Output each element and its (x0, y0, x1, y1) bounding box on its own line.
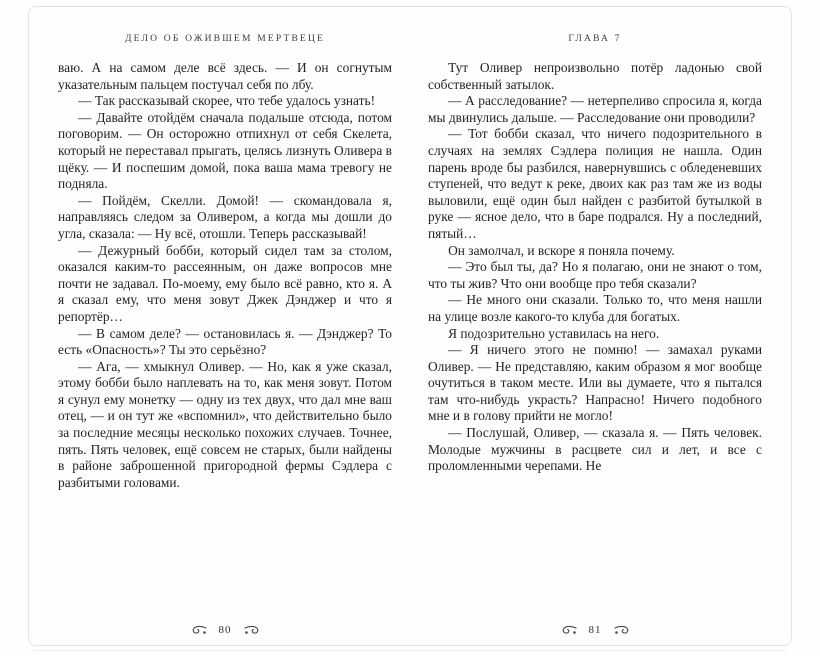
page-body-right (428, 60, 762, 616)
fleuron-right-icon (244, 625, 260, 635)
paragraph: — Так рассказывай скорее, что тебе удалось узнать! (78, 93, 376, 109)
paragraph: — Не много они сказали. Только то, что меня нашли на улице возле какого-то клуба для богатых. (428, 292, 762, 324)
paragraph: — Это был ты, да? Но я полагаю, они не знают о том, что ты жив? Что они вообще про тебя сказали? (428, 259, 762, 291)
fleuron-right-icon (614, 625, 630, 635)
paragraph: Я подозрительно уставилась на него. (448, 325, 660, 341)
paragraph: — Ага, — хмыкнул Оливер. — Но, как я уже сказал, этому бобби было наплевать на то, как меня зовут. Потом я сунул ему монетку — одну из тех двух, что дал мне ваш отец, — и он тут же «вспомнил», что действительно было за последние месяцы несколько похожих случаев. Точнее, пять. Пять человек, ещё совсем не старых, были найдены в районе заброшенной пригородной фермы Сэдлера с разбитыми головами. (58, 358, 392, 490)
page-body-left (58, 60, 392, 616)
paragraph: — Я ничего этого не помню! — замахал руками Оливер. — Не представляю, каким образом я мог вообще очутиться в таком месте. Или вы думаете, что я пытался там что-нибудь украсть? Напрасно! Ничего подобного мне и в голову прийти не могло! (428, 342, 762, 424)
running-header-right: ГЛАВА 7 (568, 34, 622, 44)
paragraph: — Дежурный бобби, который сидел там за столом, оказался каким-то рассеянным, он даже вопросов мне почти не задавал. По-моему, ему было всё равно, кто я. А я сказал ему, что меня зовут Джек Дэнджер и что я репортёр… (58, 242, 392, 324)
page-number-right: 81 (588, 624, 602, 636)
paragraph: — А расследование? — нетерпеливо спросила я, когда мы двинулись дальше. — Расследование они проводили? (428, 93, 762, 125)
paragraph: — Давайте отойдём сначала подальше отсюда, потом поговорим. — Он осторожно отпихнул от себя Скелета, который не переставал прыгать, целясь лизнуть Оливера в щёку. — И поспешим домой, пока ваша мама тревогу не подняла. (58, 109, 392, 192)
page-left (58, 26, 392, 642)
page-footer-right (428, 616, 762, 642)
paragraph: Он замолчал, и вскоре я поняла почему. (448, 242, 675, 258)
running-header-left: ДЕЛО ОБ ОЖИВШЕМ МЕРТВЕЦЕ (124, 34, 326, 44)
paragraph: — В самом деле? — остановилась я. — Дэнджер? То есть «Опасность»? Ты это серьёзно? (58, 325, 392, 358)
page-footer-left (58, 616, 392, 642)
page-right (428, 26, 762, 642)
book-bottom-edge (34, 650, 786, 651)
page-number-left: 80 (218, 624, 232, 636)
fleuron-left-icon (561, 625, 577, 635)
fleuron-left-icon (191, 625, 207, 635)
paragraph: — Пойдём, Скелли. Домой! — скомандовала я, направляясь следом за Оливером, а когда мы дошли до угла, сказала: — Ну всё, отошли. Теперь рассказывай! (58, 192, 392, 241)
paragraph: Тут Оливер непроизвольно потёр ладонью свой собственный затылок. (428, 60, 762, 92)
paragraph: — Тот бобби сказал, что ничего подозрительного в случаях на землях Сэдлера полиция не нашла. Один парень вроде бы разбился, навернувшись с обледеневших ступеней, что ведут к реке, двоих как раз там же из воды выловили, ещё один был найден с разбитой бутылкой в руке — ясное дело, что в баре подрался. Ну а последний, пятый… (428, 126, 762, 241)
paragraph: — Послушай, Оливер, — сказала я. — Пять человек. Молодые мужчины в расцвете сил и лет, и все с проломленными черепами. Не (428, 425, 762, 474)
paragraph: ваю. А на самом деле всё здесь. — И он согнутым указательным пальцем постучал себя по лбу. (58, 60, 392, 92)
